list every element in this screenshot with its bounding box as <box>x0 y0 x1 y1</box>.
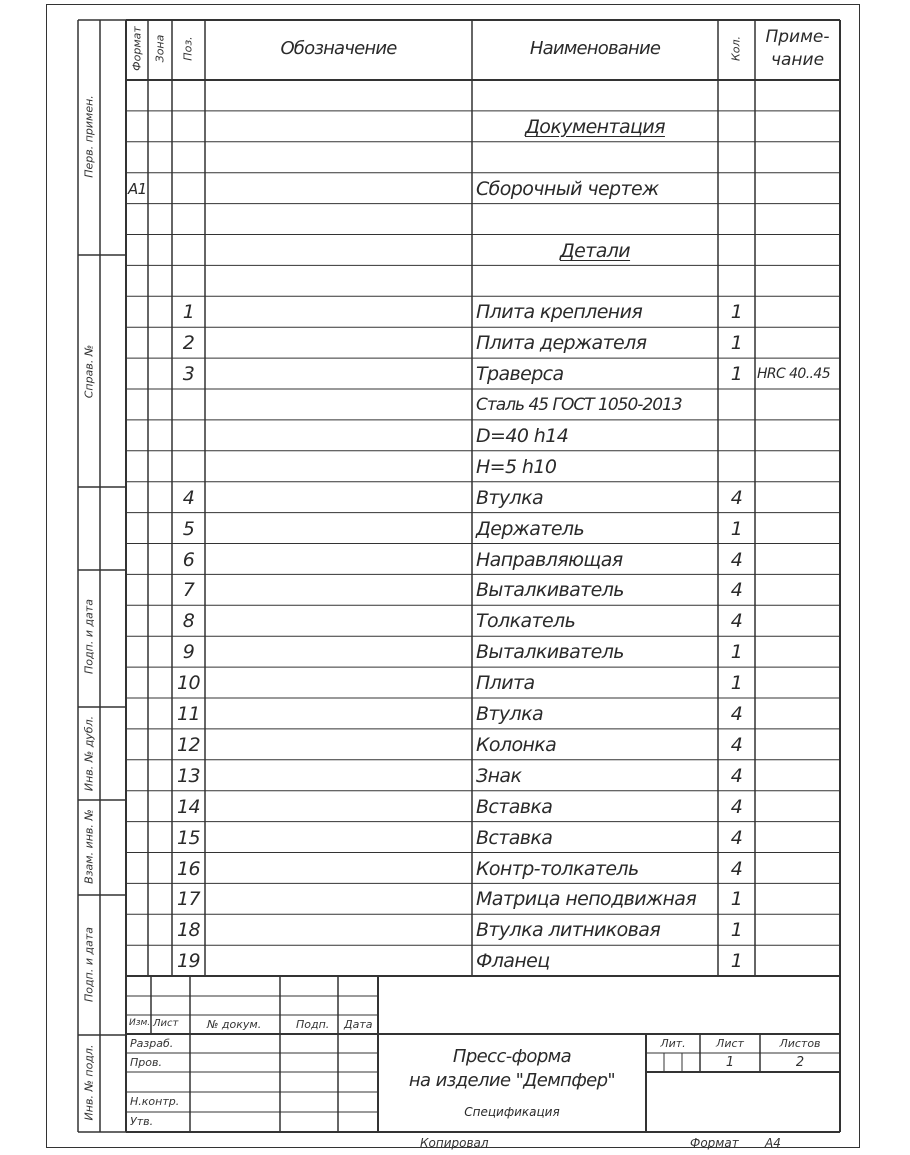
row-qty: 4 <box>730 579 743 602</box>
tb-n-kontr: Н.контр. <box>130 1095 180 1108</box>
footer-format-label: Формат <box>690 1136 739 1150</box>
row-name: Траверса <box>476 363 564 386</box>
row-position: 10 <box>177 672 200 695</box>
row-qty: 1 <box>730 641 743 664</box>
row-qty: 1 <box>730 363 743 386</box>
row-qty: 4 <box>730 857 743 880</box>
row-position: 17 <box>177 888 200 911</box>
row-name: Колонка <box>476 733 557 756</box>
row-position: 8 <box>182 610 195 633</box>
row-position: 3 <box>182 363 195 386</box>
footer-copied: Копировал <box>420 1136 489 1150</box>
tb-data: Дата <box>344 1018 373 1031</box>
row-qty: 1 <box>730 919 743 942</box>
row-name: Плита держателя <box>476 332 647 355</box>
row-name: Контр-толкатель <box>476 857 639 880</box>
row-position: 15 <box>177 826 200 849</box>
row-qty: 4 <box>730 826 743 849</box>
strip-podp-data-1: Подп. и дата <box>82 599 96 674</box>
row-qty: 1 <box>730 950 743 973</box>
row-position: 1 <box>182 301 195 324</box>
row-name: Направляющая <box>476 548 623 571</box>
footer-format-val: А4 <box>765 1136 781 1150</box>
row-name: Плита крепления <box>476 301 643 324</box>
row-section-heading: Документация <box>525 115 665 138</box>
row-qty: 4 <box>730 795 743 818</box>
tb-utv: Утв. <box>130 1115 154 1128</box>
row-position: 11 <box>177 703 200 725</box>
row-position: 2 <box>182 332 195 355</box>
tb-sheets-val: 2 <box>795 1055 805 1070</box>
tb-doc-type: Спецификация <box>464 1105 560 1119</box>
row-name: Фланец <box>476 950 550 973</box>
row-name: Выталкиватель <box>476 641 624 664</box>
row-position: 5 <box>182 517 195 540</box>
tb-doc-no: № докум. <box>207 1018 262 1031</box>
row-qty: 4 <box>730 486 743 509</box>
row-qty: 4 <box>730 548 743 571</box>
row-position: 7 <box>182 579 195 602</box>
tb-razrab: Разраб. <box>130 1037 174 1050</box>
strip-inv-dubl: Инв. № дубл. <box>82 715 96 792</box>
strip-perv-primen: Перв. примен. <box>82 95 96 178</box>
row-position: 16 <box>177 857 200 880</box>
tb-sheets: Листов <box>779 1037 821 1050</box>
header-pos: Поз. <box>181 36 195 61</box>
row-format: А1 <box>128 179 147 198</box>
row-position: 4 <box>182 486 195 509</box>
tb-sheet: Лист <box>716 1037 744 1050</box>
row-name: Знак <box>476 764 522 787</box>
row-name: Выталкиватель <box>476 579 624 602</box>
tb-title-line2: на изделие "Демпфер" <box>408 1070 616 1091</box>
row-name: Втулка литниковая <box>476 919 661 942</box>
header-format: Формат <box>130 26 144 71</box>
tb-lit: Лит. <box>660 1037 686 1050</box>
header-name: Наименование <box>529 38 661 59</box>
row-name: Плита <box>476 672 535 695</box>
row-note: HRC 40..45 <box>757 366 831 383</box>
row-position: 13 <box>177 764 200 787</box>
tb-izm: Изм. <box>129 1018 151 1028</box>
row-position: 6 <box>182 548 195 571</box>
row-name: Толкатель <box>476 610 576 633</box>
row-qty: 4 <box>730 733 743 756</box>
tb-title-line1: Пресс-форма <box>452 1046 572 1067</box>
row-position: 18 <box>177 919 200 942</box>
row-qty: 1 <box>730 332 743 355</box>
row-name: Сталь 45 ГОСТ 1050-2013 <box>476 395 682 415</box>
row-name: H=5 h10 <box>476 455 557 478</box>
tb-prov: Пров. <box>130 1056 162 1069</box>
strip-vzam-inv: Взам. инв. № <box>82 809 96 884</box>
row-qty: 4 <box>730 703 743 725</box>
row-name: Вставка <box>476 826 553 849</box>
tb-podp: Подп. <box>296 1018 330 1031</box>
row-qty: 1 <box>730 301 743 324</box>
header-designation: Обозначение <box>280 38 397 59</box>
strip-inv-podl: Инв. № подл. <box>82 1044 96 1121</box>
row-name: Втулка <box>476 703 544 725</box>
row-name: Матрица неподвижная <box>476 888 697 911</box>
row-qty: 1 <box>730 517 743 540</box>
row-name: Втулка <box>476 486 544 509</box>
row-name: Вставка <box>476 795 553 818</box>
tb-list: Лист <box>153 1018 179 1029</box>
row-qty: 1 <box>730 672 743 695</box>
row-name: Держатель <box>476 517 585 540</box>
row-position: 12 <box>177 733 200 756</box>
header-zone: Зона <box>153 34 167 63</box>
row-qty: 1 <box>730 888 743 911</box>
row-name: Сборочный чертеж <box>476 177 659 200</box>
row-section-heading: Детали <box>559 239 631 262</box>
strip-podp-data-2: Подп. и дата <box>82 927 96 1002</box>
tb-sheet-val: 1 <box>725 1055 735 1070</box>
row-qty: 4 <box>730 610 743 633</box>
row-position: 9 <box>182 641 195 664</box>
strip-sprav-no: Справ. № <box>82 344 96 399</box>
header-note: Приме- чание <box>765 27 830 70</box>
row-position: 19 <box>177 950 200 973</box>
header-qty: Кол. <box>729 35 743 62</box>
row-qty: 4 <box>730 764 743 787</box>
row-name: D=40 h14 <box>476 424 569 447</box>
row-position: 14 <box>177 795 200 818</box>
